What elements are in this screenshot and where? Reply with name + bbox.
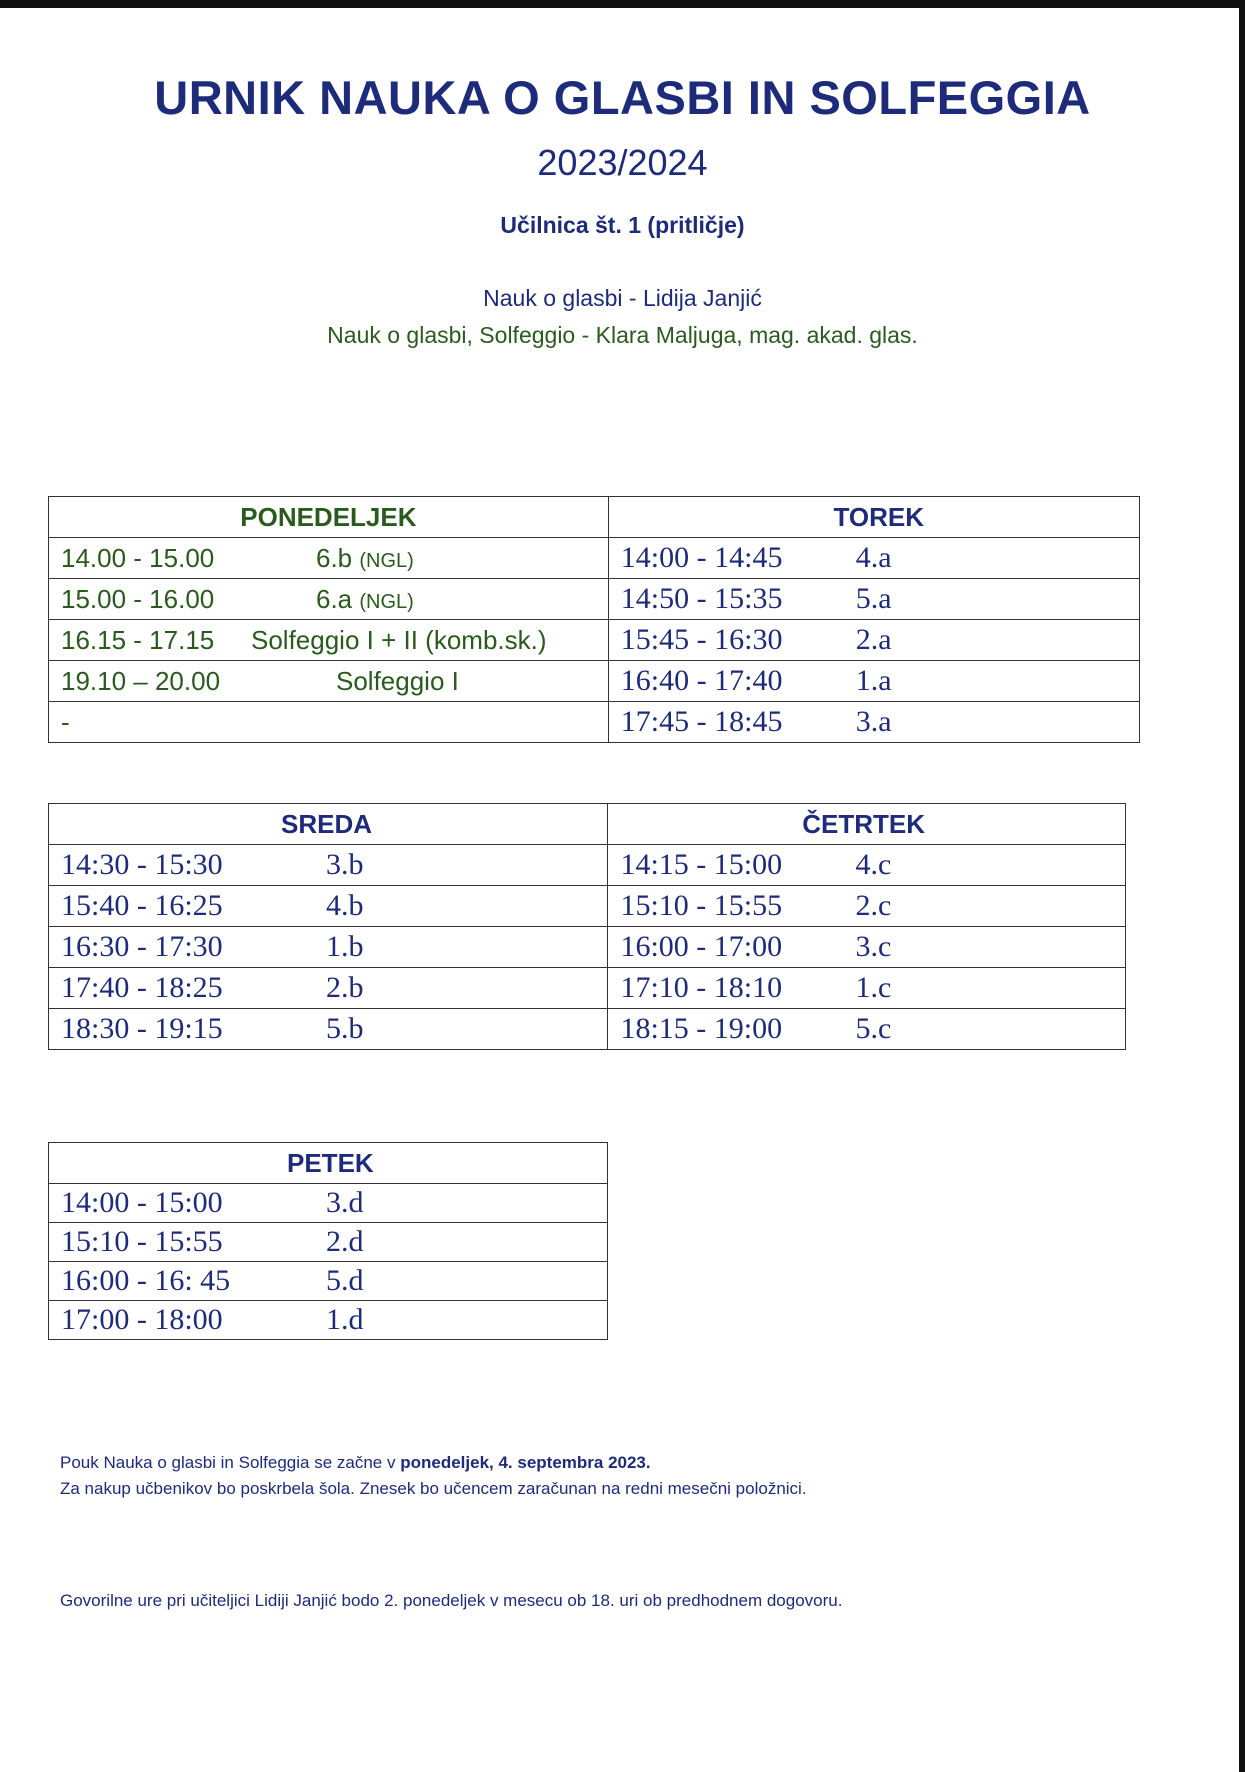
footer-office-hours-note: Govorilne ure pri učiteljici Lidiji Janjić bodo 2. ponedeljek v mesecu ob 18. uri ob predhodnem dogovoru. [60,1591,843,1610]
school-year: 2023/2024 [537,142,708,183]
table-row: 15:40 - 16:25 4.b 15:10 - 15:55 2.c [49,886,1126,927]
table-row: 14:30 - 15:30 3.b 14:15 - 15:00 4.c [49,845,1126,886]
teacher-line-2: Nauk o glasbi, Solfeggio - Klara Maljuga, mag. akad. glas. [327,322,918,348]
schedule-table-mon-tue [48,496,1140,743]
table-row: 18:30 - 19:15 5.b 18:15 - 19:00 5.c [49,1009,1126,1050]
page-edge-right [1239,0,1245,1772]
table-row: - 17:45 - 18:45 3.a [49,702,1140,743]
table-row: 17:00 - 18:00 1.d [49,1301,608,1340]
table-row: 15:10 - 15:55 2.d [49,1223,608,1262]
table-row: 16:00 - 16: 45 5.d [49,1262,608,1301]
table-row: 16:30 - 17:30 1.b 16:00 - 17:00 3.c [49,927,1126,968]
classroom: Učilnica št. 1 (pritličje) [500,212,745,238]
day-header-thursday: ČETRTEK [608,804,1126,845]
day-header-wednesday: SREDA [49,804,608,845]
table-row: 14.00 - 15.00 6.b (NGL) 14:00 - 14:45 4.a [49,538,1140,579]
table-row: 16.15 - 17.15 Solfeggio I + II (komb.sk.) 15:45 - 16:30 2.a [49,620,1140,661]
day-header-friday: PETEK [49,1143,608,1184]
footer-textbook-note: Za nakup učbenikov bo poskrbela šola. Znesek bo učencem zaračunan na redni mesečni položnici. [60,1479,807,1498]
table-row: 14:00 - 15:00 3.d [49,1184,608,1223]
table-row: 15.00 - 16.00 6.a (NGL) 14:50 - 15:35 5.a [49,579,1140,620]
footer-start-note: Pouk Nauka o glasbi in Solfeggia se začne v ponedeljek, 4. septembra 2023. [60,1453,651,1472]
teacher-line-1: Nauk o glasbi - Lidija Janjić [483,285,762,311]
day-header-tuesday: TOREK [608,497,1139,538]
schedule-table-fri [48,1142,608,1340]
table-row: 17:40 - 18:25 2.b 17:10 - 18:10 1.c [49,968,1126,1009]
page-edge-top [0,0,1245,8]
page-title: URNIK NAUKA O GLASBI IN SOLFEGGIA [154,71,1091,124]
table-row: 19.10 – 20.00 Solfeggio I 16:40 - 17:40 1.a [49,661,1140,702]
day-header-monday: PONEDELJEK [49,497,609,538]
schedule-table-wed-thu [48,803,1126,1050]
